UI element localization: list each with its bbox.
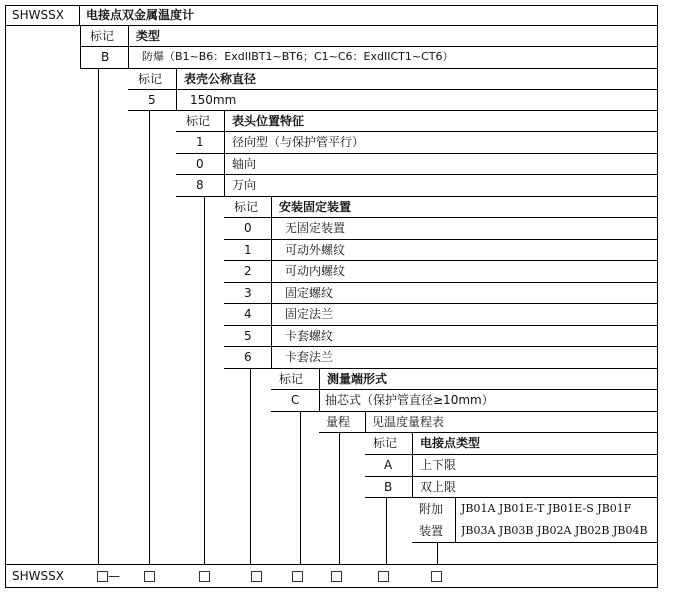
type-left-line xyxy=(80,25,81,69)
diameter-code: 5 xyxy=(148,93,156,107)
code-box-mount xyxy=(251,571,262,582)
guide-type xyxy=(98,68,99,564)
end-header: 测量端形式 xyxy=(327,372,388,386)
guide-mount xyxy=(250,368,251,564)
accessory-mark-line xyxy=(455,497,456,543)
type-mark-line xyxy=(128,25,129,69)
guide-diameter xyxy=(149,110,150,564)
contact-header: 电接点类型 xyxy=(420,436,481,450)
footer-dash: — xyxy=(108,569,120,583)
guide-accessory xyxy=(437,542,438,564)
footer-row-line xyxy=(5,564,658,565)
head-code: 1 xyxy=(196,135,204,149)
mount-code: 1 xyxy=(244,243,252,257)
mount-code: 4 xyxy=(244,307,252,321)
mount-code: 2 xyxy=(244,264,252,278)
head-description: 万向 xyxy=(232,178,257,192)
head-code: 0 xyxy=(196,157,204,171)
guide-range xyxy=(339,432,340,564)
type-code: B xyxy=(101,50,110,64)
end-mark-header: 标记 xyxy=(279,372,304,386)
mount-description: 固定螺纹 xyxy=(285,286,334,300)
document-title: 电接点双金属温度计 xyxy=(86,8,195,22)
range-bottom-line xyxy=(319,432,658,433)
border-right xyxy=(657,5,658,588)
head-header: 表头位置特征 xyxy=(232,114,305,128)
model-code: SHWSSX xyxy=(12,8,64,22)
end-code: C xyxy=(291,393,300,407)
range-code: 量程 xyxy=(326,415,351,429)
diameter-mark-header: 标记 xyxy=(138,72,163,86)
border-bottom xyxy=(5,587,658,588)
contact-bottom-line xyxy=(365,497,658,498)
code-box-type xyxy=(97,571,108,582)
code-box-diameter xyxy=(144,571,155,582)
code-box-contact xyxy=(378,571,389,582)
end-description: 抽芯式（保护管直径≥10mm） xyxy=(325,393,494,407)
type-bottom-line xyxy=(80,68,658,69)
accessory-label: 装置 xyxy=(419,524,444,538)
type-description: 防爆（B1~B6：ExdIIBT1~BT6；C1~C6：ExdIICT1~CT6） xyxy=(142,50,454,63)
head-code: 8 xyxy=(196,178,204,192)
code-box-end xyxy=(292,571,303,582)
accessory-bottom-line xyxy=(412,542,658,543)
head-mark-header: 标记 xyxy=(186,114,211,128)
diameter-header: 表壳公称直径 xyxy=(184,72,257,86)
mount-description: 卡套螺纹 xyxy=(285,329,334,343)
mount-description: 可动外螺纹 xyxy=(285,243,346,257)
mount-description: 可动内螺纹 xyxy=(285,264,346,278)
accessory-label: 附加 xyxy=(419,502,444,516)
diameter-description: 150mm xyxy=(190,93,237,107)
contact-mark-header: 标记 xyxy=(373,436,398,450)
type-mark-header: 标记 xyxy=(90,29,115,43)
type-header: 类型 xyxy=(136,29,161,43)
range-mark-line xyxy=(365,411,366,433)
contact-description: 双上限 xyxy=(420,480,457,494)
mount-mark-header: 标记 xyxy=(234,200,259,214)
contact-description: 上下限 xyxy=(420,458,457,472)
code-box-range xyxy=(331,571,342,582)
mount-code: 0 xyxy=(244,221,252,235)
mount-header: 安装固定装置 xyxy=(279,200,352,214)
range-description: 见温度量程表 xyxy=(372,415,445,429)
guide-contact xyxy=(386,497,387,564)
mount-code: 6 xyxy=(244,350,252,364)
contact-mark-line xyxy=(412,432,413,498)
head-description: 径向型（与保护管平行） xyxy=(232,135,365,149)
mount-code: 3 xyxy=(244,286,252,300)
contact-code: B xyxy=(384,480,393,494)
code-box-head xyxy=(199,571,210,582)
contact-row-line-1 xyxy=(365,454,658,455)
accessory-options: JB03A JB03B JB02A JB02B JB04B xyxy=(461,524,648,537)
mount-description: 无固定装置 xyxy=(285,221,346,235)
guide-end xyxy=(300,411,301,564)
mount-description: 固定法兰 xyxy=(285,307,334,321)
guide-head xyxy=(204,196,205,564)
border-left xyxy=(5,5,6,588)
footer-model-code: SHWSSX xyxy=(12,569,64,583)
head-description: 轴向 xyxy=(232,157,257,171)
mount-description: 卡套法兰 xyxy=(285,350,334,364)
title-divider xyxy=(79,5,80,26)
mount-code: 5 xyxy=(244,329,252,343)
contact-row-line-2 xyxy=(365,476,658,477)
code-box-accessory xyxy=(431,571,442,582)
contact-code: A xyxy=(384,458,393,472)
accessory-options: JB01A JB01E-T JB01E-S JB01F xyxy=(461,502,632,515)
